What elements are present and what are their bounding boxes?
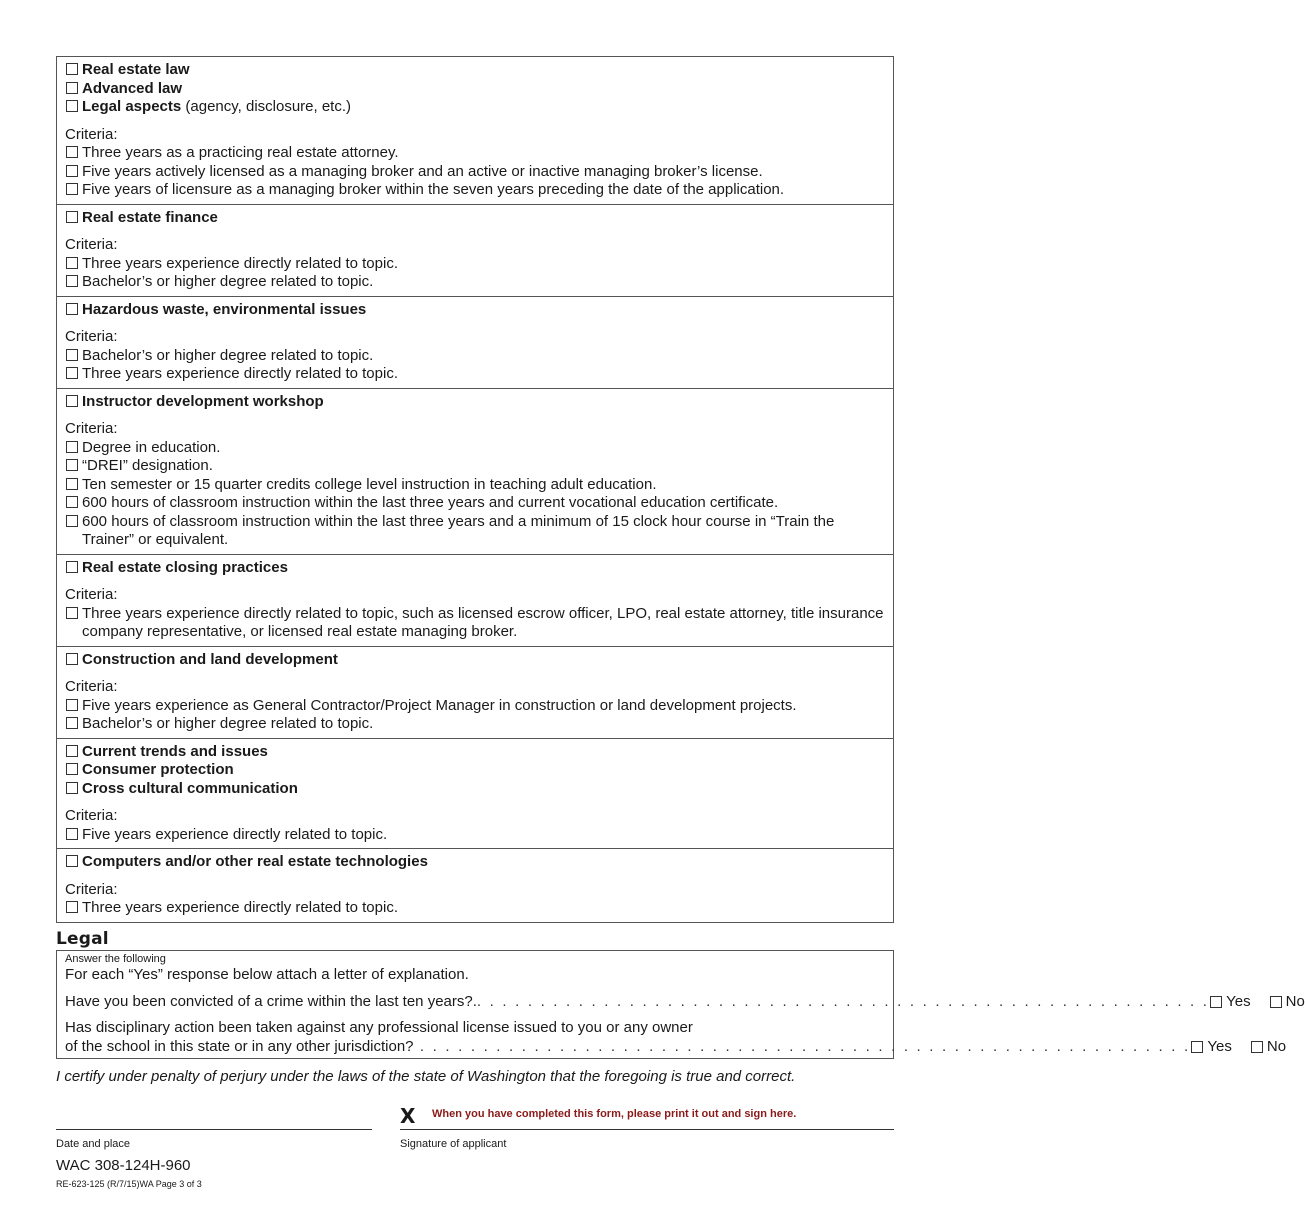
yes-label: Yes xyxy=(1226,992,1251,1010)
criteria-checkbox[interactable] xyxy=(66,349,78,361)
topic-label: Consumer protection xyxy=(82,761,234,778)
criteria-checkbox[interactable] xyxy=(66,828,78,840)
certification-statement: I certify under penalty of perjury under the laws of the state of Washington that the foregoing is true and correct. xyxy=(56,1068,796,1085)
question-crime xyxy=(65,992,1305,1012)
question-disciplinary-line2: of the school in this state or in any other jurisdiction? xyxy=(65,1037,414,1055)
criteria-text: Three years as a practicing real estate attorney. xyxy=(82,144,399,161)
signature-label: Signature of applicant xyxy=(400,1137,507,1150)
legal-heading: Legal xyxy=(56,928,109,949)
topic-row xyxy=(65,559,885,578)
criteria-text: Bachelor’s or higher degree related to topic. xyxy=(82,715,374,732)
topic-label: Current trends and issues xyxy=(82,742,268,760)
topic-row xyxy=(65,743,885,762)
criteria-row xyxy=(65,899,885,918)
criteria-row xyxy=(65,347,885,366)
criteria-checkbox[interactable] xyxy=(66,515,78,527)
leader-dots: . . . . . . . . . . . . . . . . . . . . . . . . . . . . . . . . . . . . . . . . . . . . . . . . . . . . . . . . . . . . . xyxy=(413,1037,1191,1055)
answer-options xyxy=(1209,993,1305,1012)
criteria-row xyxy=(65,513,885,550)
date-line[interactable] xyxy=(56,1129,372,1130)
criteria-checkbox[interactable] xyxy=(66,257,78,269)
criteria-text: Three years experience directly related to topic. xyxy=(82,254,398,272)
question-disciplinary xyxy=(65,1019,1287,1056)
topic-label: Advanced law xyxy=(82,79,183,97)
criteria-checkbox[interactable] xyxy=(66,717,78,729)
topic-checkbox[interactable] xyxy=(66,303,78,315)
topic-checkbox[interactable] xyxy=(66,395,78,407)
signature-x-mark: X xyxy=(400,1103,416,1128)
criteria-text: Five years experience directly related to topic. xyxy=(82,825,388,843)
topic-checkbox[interactable] xyxy=(66,745,78,757)
topic-checkbox[interactable] xyxy=(66,763,78,775)
topic-row xyxy=(65,301,885,320)
topic-label: Cross cultural communication xyxy=(82,779,298,797)
topic-row xyxy=(65,61,885,80)
criteria-text: Five years actively licensed as a managing broker and an active or inactive managing broker’s license. xyxy=(82,162,763,180)
criteria-label: Criteria: xyxy=(65,678,118,695)
criteria-label: Criteria: xyxy=(65,880,118,898)
answer-options xyxy=(1190,1038,1286,1057)
question-disciplinary-line1: Has disciplinary action been taken against any professional license issued to you or any owner xyxy=(65,1019,693,1036)
topic-checkbox[interactable] xyxy=(66,561,78,573)
form-number: RE-623-125 (R/7/15)WA Page 3 of 3 xyxy=(56,1179,202,1189)
no-label: No xyxy=(1285,992,1305,1010)
no-label: No xyxy=(1266,1037,1287,1055)
criteria-text: Degree in education. xyxy=(82,438,221,456)
criteria-row xyxy=(65,697,885,716)
criteria-row xyxy=(65,476,885,495)
criteria-text: 600 hours of classroom instruction within the last three years and a minimum of 15 clock hour course in “Train the Trainer” or equivalent. xyxy=(82,512,835,548)
topic-row xyxy=(65,98,885,117)
topic-checkbox[interactable] xyxy=(66,855,78,867)
criteria-checkbox[interactable] xyxy=(66,183,78,195)
topic-row xyxy=(65,780,885,799)
answer-label: Answer the following xyxy=(65,953,166,965)
topic-row xyxy=(65,209,885,228)
criteria-row xyxy=(65,457,885,476)
form-page xyxy=(56,56,1305,1194)
topic-label: Legal aspects xyxy=(82,98,182,115)
criteria-row xyxy=(65,715,885,734)
topic-checkbox[interactable] xyxy=(66,63,78,75)
criteria-checkbox[interactable] xyxy=(66,607,78,619)
topic-section xyxy=(57,204,893,296)
criteria-text: Bachelor’s or higher degree related to topic. xyxy=(82,273,374,290)
criteria-checkbox[interactable] xyxy=(66,496,78,508)
criteria-checkbox[interactable] xyxy=(66,367,78,379)
criteria-text: 600 hours of classroom instruction within the last three years and current vocational education certificate. xyxy=(82,494,779,511)
topic-section xyxy=(57,848,893,922)
criteria-row xyxy=(65,826,885,845)
criteria-checkbox[interactable] xyxy=(66,699,78,711)
criteria-label: Criteria: xyxy=(65,420,118,437)
criteria-text: Three years experience directly related to topic. xyxy=(82,365,398,382)
topic-label: Computers and/or other real estate technologies xyxy=(82,853,428,870)
topic-row xyxy=(65,651,885,670)
leader-dots: . . . . . . . . . . . . . . . . . . . . . . . . . . . . . . . . . . . . . . . . . . . . . . . . . . . . . . . . . . xyxy=(476,992,1210,1010)
date-label: Date and place xyxy=(56,1137,130,1150)
criteria-label: Criteria: xyxy=(65,328,118,345)
topic-checkbox[interactable] xyxy=(66,100,78,112)
criteria-row xyxy=(65,181,885,200)
topic-checkbox[interactable] xyxy=(66,782,78,794)
legal-box xyxy=(56,950,1305,1059)
criteria-text: Three years experience directly related to topic, such as licensed escrow officer, LPO, real estate attorney, title insurance company representative, or licensed real estate managing broker. xyxy=(82,604,884,640)
topic-label: Real estate closing practices xyxy=(82,558,288,576)
topic-checkbox[interactable] xyxy=(66,211,78,223)
criteria-row xyxy=(65,605,885,642)
question-disciplinary-row xyxy=(65,1037,1287,1057)
question-crime-text: Have you been convicted of a crime within the last ten years?. xyxy=(65,992,477,1010)
topic-row xyxy=(65,761,885,780)
topic-label: Construction and land development xyxy=(82,650,338,668)
disciplinary-no-checkbox[interactable] xyxy=(1251,1041,1263,1053)
topic-label: Hazardous waste, environmental issues xyxy=(82,300,367,318)
criteria-text: Five years experience as General Contractor/Project Manager in construction or land development projects. xyxy=(82,696,797,714)
topic-section xyxy=(57,296,893,388)
criteria-text: Ten semester or 15 quarter credits college level instruction in teaching adult education. xyxy=(82,475,657,493)
wac-reference: WAC 308-124H-960 xyxy=(56,1156,191,1174)
criteria-checkbox[interactable] xyxy=(66,459,78,471)
topic-row xyxy=(65,393,885,412)
criteria-row xyxy=(65,163,885,182)
crime-yes-checkbox[interactable] xyxy=(1210,996,1222,1008)
signature-line[interactable] xyxy=(400,1129,894,1130)
criteria-row xyxy=(65,144,885,163)
topic-row xyxy=(65,80,885,99)
topic-label: Real estate law xyxy=(82,61,190,78)
criteria-checkbox[interactable] xyxy=(66,478,78,490)
criteria-row xyxy=(65,439,885,458)
crime-no-checkbox[interactable] xyxy=(1270,996,1282,1008)
legal-instruction: For each “Yes” response below attach a letter of explanation. xyxy=(65,966,469,983)
print-note: When you have completed this form, please print it out and sign here. xyxy=(432,1107,797,1120)
criteria-text: Five years of licensure as a managing broker within the seven years preceding the date of the application. xyxy=(82,181,785,198)
criteria-text: Three years experience directly related to topic. xyxy=(82,899,398,916)
criteria-label: Criteria: xyxy=(65,125,118,143)
criteria-row xyxy=(65,273,885,292)
criteria-text: Bachelor’s or higher degree related to topic. xyxy=(82,346,374,364)
topic-checkbox[interactable] xyxy=(66,82,78,94)
criteria-row xyxy=(65,255,885,274)
criteria-row xyxy=(65,365,885,384)
topic-row xyxy=(65,853,885,872)
criteria-row xyxy=(65,494,885,513)
topic-section xyxy=(57,388,893,554)
disciplinary-yes-checkbox[interactable] xyxy=(1191,1041,1203,1053)
yes-label: Yes xyxy=(1207,1037,1232,1055)
criteria-checkbox[interactable] xyxy=(66,901,78,913)
criteria-label: Criteria: xyxy=(65,236,118,253)
criteria-label: Criteria: xyxy=(65,586,118,603)
criteria-text: “DREI” designation. xyxy=(82,457,213,474)
criteria-label: Criteria: xyxy=(65,807,118,824)
topic-checkbox[interactable] xyxy=(66,653,78,665)
criteria-checkbox[interactable] xyxy=(66,146,78,158)
criteria-checkbox[interactable] xyxy=(66,165,78,177)
topic-section xyxy=(57,57,893,204)
topic-label: Instructor development workshop xyxy=(82,392,324,410)
topic-label: Real estate finance xyxy=(82,208,218,226)
topic-suffix: (agency, disclosure, etc.) xyxy=(181,98,352,115)
topic-section xyxy=(57,738,893,849)
signature-area xyxy=(56,1095,894,1165)
criteria-table xyxy=(56,56,894,923)
topic-section xyxy=(57,554,893,646)
topic-section xyxy=(57,646,893,738)
criteria-checkbox[interactable] xyxy=(66,275,78,287)
criteria-checkbox[interactable] xyxy=(66,441,78,453)
